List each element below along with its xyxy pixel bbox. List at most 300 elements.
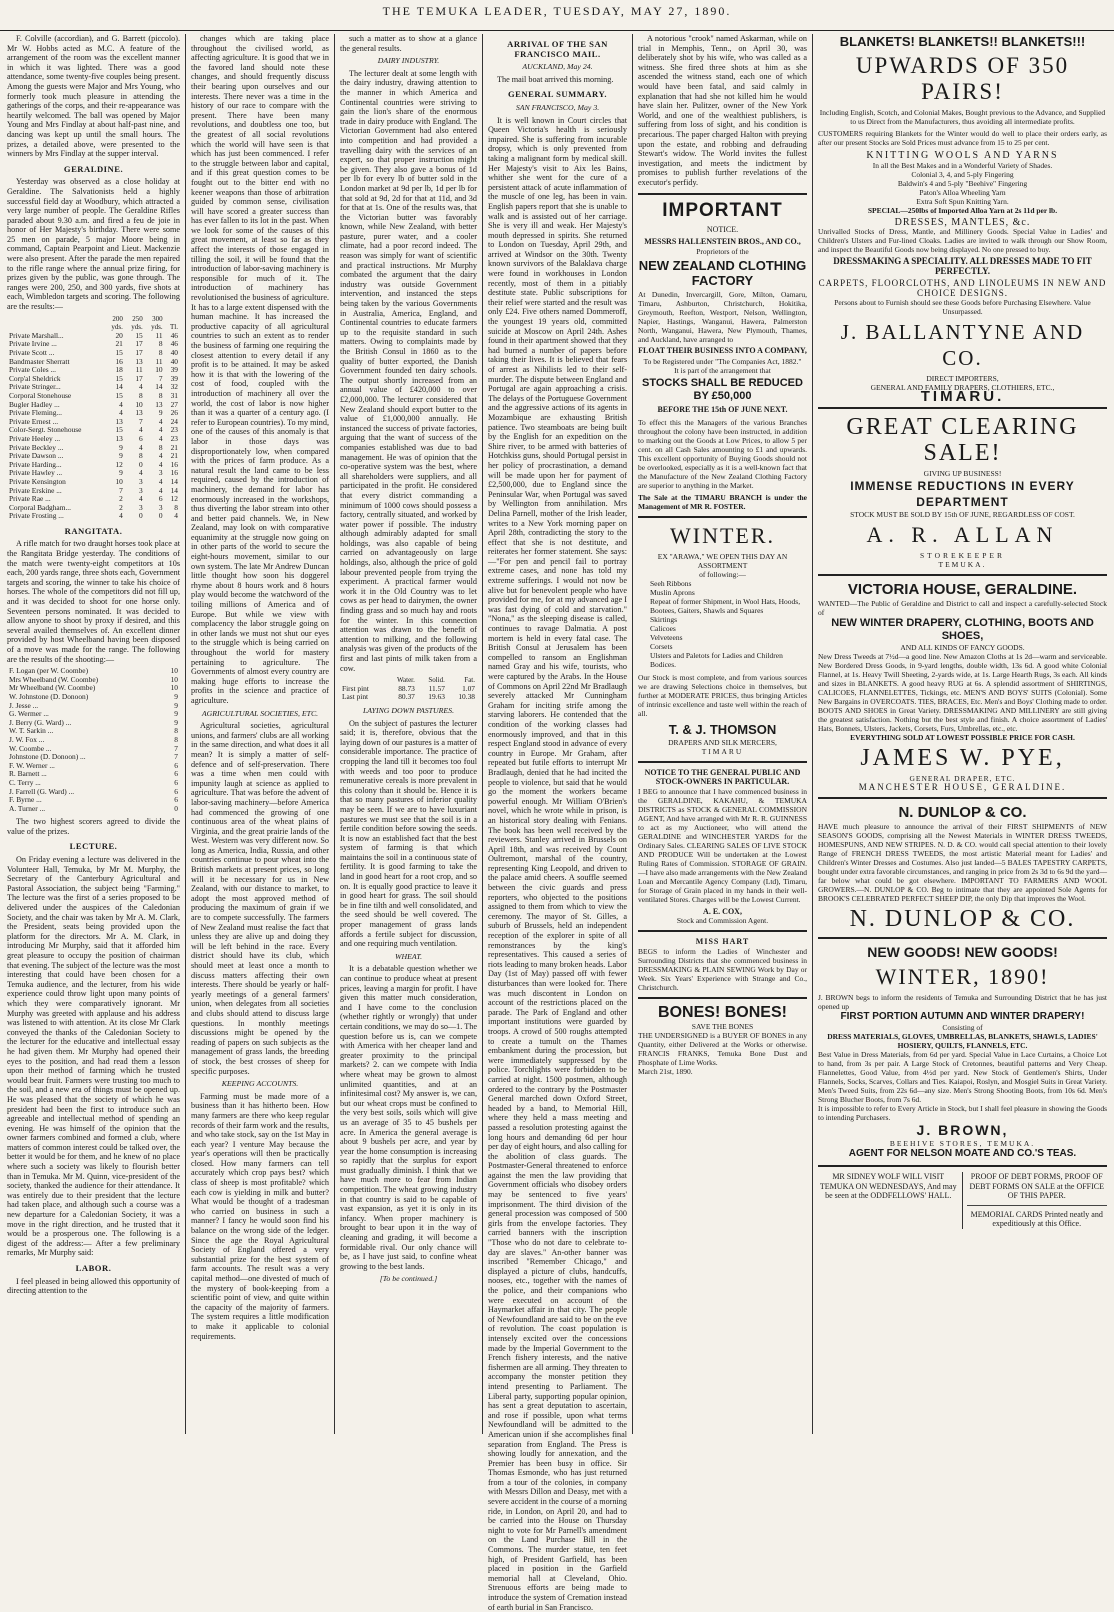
- table-cell: 15: [115, 373, 123, 383]
- fancy-goods-line: AND ALL KINDS OF FANCY GOODS.: [900, 642, 1025, 652]
- clearing-sale-heading: GREAT CLEARING SALE!: [846, 413, 1079, 466]
- table-cell: 9: [119, 442, 123, 452]
- hart-heading: MISS HART: [695, 937, 750, 946]
- wheat-heading: WHEAT.: [394, 951, 423, 961]
- table-cell: Water.: [396, 676, 415, 685]
- proprietors-line: Proprietors of the: [696, 246, 749, 256]
- table-cell: Private Fleming...: [9, 408, 62, 418]
- news-continued-text: A notorious "crook" named Askarman, while on trial in Memphis, Tenn., on April 30, was deliberately shot by his wife, who was called as a witness. She fired three shots at him as she ascended the witness stand, each one of which would have been fatal, and said calmly in explanation that had she not killed him he would have slain her. Pulitzer, owner of the New York World, and one of the wealthiest publishers, is suffering from loss of sight, and his condition is precarious. The paper charged Halton with preying upon the estate, and robbing and defrauding Stewart's widow. The World invites the fullest investigation, and meets the indictment by promises to publish further revelations of the executor's perfidy.: [638, 34, 807, 187]
- table-cell: 6: [174, 786, 178, 796]
- column-5: [633, 34, 812, 1440]
- wolf-ad: MR SIDNEY WOLF WILL VISIT TEMUKA ON WEDNESDAYS, And may be seen at the ODDFELLOWS' HALL.: [818, 1172, 963, 1229]
- table-cell: Private Heeley ...: [9, 433, 61, 443]
- divider: [638, 193, 807, 195]
- table-cell: Private Stringer...: [9, 382, 61, 392]
- allan-ad: [818, 414, 1107, 569]
- table-cell: Bandmaster Sherratt: [9, 356, 70, 366]
- table-cell: 4: [158, 451, 163, 461]
- memorial-cards-ad: MEMORIAL CARDS Printed neatly and expeditiously at this Office.: [970, 1209, 1103, 1228]
- masthead-text: THE TEMUKA LEADER, TUESDAY, MAY 27, 1890.: [382, 4, 732, 18]
- table-header-row: [7, 315, 180, 324]
- table-cell: 23: [170, 425, 178, 435]
- mail-text: The mail boat arrived this morning.: [497, 74, 614, 84]
- table-cell: 3: [139, 502, 143, 512]
- bottom-ads: [818, 1172, 1107, 1229]
- arrangement-line: It is part of the arrangement that: [674, 366, 771, 375]
- table-cell: G. Wermer ...: [9, 709, 49, 719]
- table-cell: 39: [170, 365, 178, 375]
- float-company: FLOAT THEIR BUSINESS INTO A COMPANY,: [638, 345, 807, 355]
- table-cell: 2: [119, 502, 123, 512]
- divider: [638, 761, 807, 763]
- dunlop-name: N. DUNLOP & CO.: [849, 906, 1076, 932]
- table-cell: Private Kensington: [9, 476, 66, 486]
- list-item: Extra Soft Spun Knitting Yarn.: [916, 196, 1009, 206]
- table-cell: [7, 315, 105, 324]
- table-cell: 11: [155, 356, 163, 366]
- table-cell: Corporal Badgham...: [9, 502, 71, 512]
- bones-text: THE UNDERSIGNED is a BUYER OF BONES in any Quantity, either Delivered at the Works or otherwise. FRANCIS FRANKS, Temuka Bone Dust and Phosphate of Lime Works.: [638, 1030, 807, 1067]
- customers-text: CUSTOMERS requiring Blankets for the Winter would do well to place their orders early, as after our present Stocks are Sold Prices must advance from 15 to 25 per cent.: [818, 129, 1107, 147]
- nz-clothing-factory: NEW ZEALAND CLOTHING FACTORY: [638, 257, 807, 288]
- table-cell: 9: [158, 408, 163, 418]
- table-cell: 80.37: [398, 692, 415, 702]
- table-cell: 13: [135, 408, 143, 418]
- table-cell: 8: [139, 451, 143, 461]
- arawa-line: EX "ARAWA," WE OPEN THIS DAY AN ASSORTMENT: [657, 551, 788, 570]
- agricultural-societies-heading: AGRICULTURAL SOCIETIES, ETC.: [201, 708, 319, 718]
- table-cell: F. Byrne ...: [9, 795, 42, 805]
- important-title: IMPORTANT: [662, 199, 783, 221]
- keeping-accounts-heading: KEEPING ACCOUNTS.: [221, 1079, 299, 1089]
- table-cell: 16: [115, 356, 123, 366]
- table-cell: yds.: [151, 323, 163, 332]
- table-cell: Corporal Stonehouse: [9, 390, 72, 400]
- labor-heading: LABOR.: [75, 1263, 112, 1273]
- carpets-sub: Persons about to Furnish should see these Goods before Purchasing Elsewhere. Value Unsurpassed.: [834, 298, 1091, 316]
- giving-up-line: GIVING UP BUSINESS!: [923, 468, 1002, 478]
- wheat-text: It is a debatable question whether we can continue to produce wheat at present prices, leaving a margin for profit. I have given this matter much consideration, and I have come to the conclusion (whether rightly or wrongly) that under certain conditions, we may do so—1. The question before us is, can we compete with America with her cheaper land and greater proximity to the principal markets? 2. can we compete with India where wheat may be grown to almost unlimited quantities, and at an infinitesimal cost? My answer is, we can, but our wheat crops must be confined to the very best soils, soils which will give us an average of 35 to 45 bushels per acre. In America the general average is about 9 bushels per acre, and year by year the home consumption is increasing so rapidly that the surplus for export must gradually diminish. I think that we have much more to fear from Indian competition. The wheat growing industry in that country is said to be capable of vast expansion, as yet it is only in its infancy. When proper machinery is brought to bear upon it in the way of cleaning and grading, it will become a formidable rival. Our only chance will be, as I have just said, to confine wheat growing to the best lands.: [340, 964, 477, 1271]
- table-cell: 7: [174, 743, 178, 753]
- table-cell: 19.63: [428, 692, 445, 702]
- table-cell: 3: [139, 476, 143, 486]
- table-cell: 18: [115, 365, 123, 375]
- table-cell: 4: [158, 459, 163, 469]
- table-cell: 4: [139, 442, 143, 452]
- table-cell: 11: [135, 365, 143, 375]
- following-line: of following:—: [699, 569, 746, 579]
- masthead: [0, 0, 1114, 31]
- upwards-sub: Including English, Scotch, and Colonial Makes, Bought previous to the Advance, and Supplied to us Direct from the Manufacturers, thus avoiding all intermediate profits.: [819, 108, 1106, 126]
- table-cell: 8: [158, 390, 163, 400]
- table-cell: 46: [170, 339, 178, 349]
- table-cell: F. Logan (per W. Coombe): [9, 666, 89, 676]
- table-cell: 8: [174, 502, 178, 512]
- table-cell: Corp'al Sheldrick: [9, 373, 61, 383]
- table-cell: Mrs Wheelband (W. Coombe): [9, 674, 99, 684]
- column-4: [483, 34, 632, 1612]
- auckland-dateline: AUCKLAND, May 24.: [522, 62, 593, 72]
- stock-text: Our Stock is most complete, and from various sources we are drawing Selections choice in themselves, but further at MODERATE PRICES, thus bringing Articles of intrinsic excellence and taste well within the reach of all.: [638, 672, 807, 718]
- table-cell: 10: [170, 683, 178, 693]
- column-1: [2, 34, 185, 1440]
- table-cell: 8: [158, 442, 163, 452]
- table-cell: Private Dawson ...: [9, 451, 64, 461]
- table-cell: 3: [158, 468, 163, 478]
- table-cell: 13: [135, 356, 143, 366]
- stock-sold-line: STOCK MUST BE SOLD BY 15th OF JUNE, REGARDLESS OF COST.: [850, 509, 1075, 519]
- cox-ad: [638, 768, 807, 926]
- table-cell: J. Berry (G. Ward) ...: [9, 717, 72, 727]
- dressmaking-line: DRESSMAKING A SPECIALITY. ALL DRESSES MADE TO FIT PERFECTLY.: [833, 256, 1092, 276]
- immense-line: IMMENSE REDUCTIONS IN EVERY DEPARTMENT: [850, 478, 1075, 509]
- rangitata-after: The two highest scorers agreed to divide the value of the prizes.: [7, 817, 180, 836]
- table-cell: 13: [115, 416, 123, 426]
- save-bones: SAVE THE BONES: [691, 1021, 754, 1031]
- table-cell: 6: [158, 494, 163, 504]
- hallenstein-firm: MESSRS HALLENSTEIN BROS., AND CO.,: [644, 237, 801, 246]
- dunlop-ad: [818, 804, 1107, 932]
- table-cell: 4: [158, 416, 163, 426]
- blankets-heading: BLANKETS! BLANKETS!! BLANKETS!!!: [839, 34, 1086, 49]
- general-summary-text: It is well known in Court circles that Queen Victoria's health is seriously impaired. She is suffering from incurable dropsy, which is only prevented from taking a malignant form by medical skill. Her Majesty's visit to Aix les Bains, whither she went for the cure of a persistent attack of acute inflammation of the muscle of one leg, has been in vain. English papers report that she is unable to walk and is assisted out of her carriage. She is very ill and weak. Her Majesty's mouth depressed in spirits. She returned to London on Tuesday, April 29th, and arrived at Windsor on the 30th. Twenty known survivors of the Balaklava charge were found in workhouses in London recently, most of them in a pitiably destitute state. Public subscriptions for their relief were started and the result was only £24. Five others named Dommeroff, the youngest 19 years old, committed suicide at Moscow on April 24th. Ashes found in their apartment showed that they had burned a number of papers before taking their lives. It is believed that fears of arrest as Nihilists led to their self-murder. The dispute between England and Portugal are again approaching a crisis. The delays of the Portuguese Government and the aggressive actions of its agents in Mozambique are exhausting British patience. Two steamboats are being built by the English for an expedition on the Shire river, to be armed with batteries of Hotchkiss guns, should Portugal persist in her policy of procrastination, a demand will be made upon her for payment of £2,500,000, due to England since the Peninsular War, when Portugal was saved by Wellington from annihilation. Mrs Delina Parnell, mother of the Irish leader, writes to a New York morning paper on April 28th, contradicting the story to the effect that she is not destitute, and reiterates her former statement. She says:—"For pen and pencil fail to portray extreme cases, and none has told my extreme sufferings. I would not now be alive but for benevolent people who have provided for me, for at my advanced age I was fast dying of cold and starvation." "Nona," as the sleeping disease is called, continues to ravage Dalmatia. A post mortem is held in every fatal case. The British Consul at Jerusalem has been compelled to ransom an Englishman named Gray and his wife, tourists, who were captured by the Arabs. In the House of Commons on April 22nd Mr Bradlaugh severely attacked Mr Cunningham Graham for inciting strife among the starving laborers. He contended that the condition of the working classes had enormously improved, and that in this respect England stood in advance of every country in Europe. Mr Graham, after repeated but futile efforts to interrupt Mr Bradlaugh, denied that he had incited the people to violence, but said that he would go the moment the workers became powerful enough. Mr William O'Brien's novel, which he wrote while in prison, is an historical story dealing with Fenians. The book has been well received by the reviewers. Stanley arrived in Brussels on April 18th, and was received by Count Oultremont, marshal of the country, representing King Leopold, and driven to the palace amid cheers. A souffle seemed between the civic guards and press reporters, who objected to the positions assigned to them from which to view the ceremony. The mayor of St. Gilles, a suburb of Brussels, held an independent reception of the explorer in spite of all remonstrances by the king's representatives. This caused a series of riots leading to many broken heads. Labor Day (1st of May) passed off with fewer disturbances than were looked for. There was much discontent in London on account of the restrictions placed on the parade. The Park of England and other important institutions were guarded by troops. A crowd of 500 roughs attempted to create a tumult on the Thames embankment during the procession, but were immediately suppressed by the police. Torchlights were forbidden to be carried at night. 1500 postmen, although ordered to the contrary by the Postmaster General marched down Oxford Street, headed by a band, to Memorial Hill, where they held a mass meeting and passed a resolution protesting against the long hours and demanding 6d per hour per day of eight hours, and also calling for the abolition of class guards. The Postmaster-General threatened to enforce against the men the law providing that Government officials who disobey orders may be sentenced to five years' imprisonment. The third division of the general procession was composed of 500 girls from the envelope factories. They carried banners with the inscription "Those who do not dare to celebrate to-day are slaves." An-other banner was inscribed "Remember Chicago," and displayed a picture of clubs, handcuffs, nooses, etc., together with the names of the police, and their companions who were executed on account of the Haymarket affair in that city. The people of Newfoundland are said to be on the eve of revolution. The coast population is intensely excited over the concessions made by the Imperial Government to the French fishery interests, and the native fishermen are all arming. They threaten to accompany the monster petition they intend presenting to Parliament. The Liberal party, supporting popular opinion, has sent a great deputation to ascertain, and rose if possible, upon what terms Newfoundland will be admitted to the American union if she accomplishes final separation from England. The Press is showing loudly for annexation, and the Premier has been busy in office. Sir Thomas Esmonde, who has just returned from a tour of the colonies, in company with Messrs Dillon and Deasy, met with a severe accident in the course of a morning ride, in London, on April 20, and had to be carried into the House on Thursday night to vote for Mr Parnell's amendment on the Land Purchase Bill in the Commons. The murder statue, ten feet high, of President Garfield, has been placed in position in the Garfield memorial hall at Cleveland, Ohio. Strenuous efforts are being made to introduce the system of Cremation instead of earth burial in San Francisco.: [488, 115, 627, 1612]
- registered-line: To be Registered under "The Companies Act, 1882.": [643, 357, 802, 366]
- table-cell: Private Irvine ...: [9, 339, 57, 349]
- table-cell: 9: [119, 451, 123, 461]
- manchester-line: MANCHESTER HOUSE, GERALDINE.: [858, 781, 1067, 792]
- list-item: Muslin Aprons: [650, 587, 695, 597]
- thomson-name: T. & J. THOMSON: [668, 721, 777, 737]
- table-cell: 11: [155, 330, 163, 340]
- table-cell: Private Rae ...: [9, 494, 51, 504]
- pye-name: JAMES W. PYE,: [860, 744, 1065, 771]
- table-cell: 12: [115, 459, 123, 469]
- list-item: Skirtings: [650, 614, 678, 624]
- stocks-reduced: STOCKS SHALL BE REDUCED BY £50,000: [642, 377, 803, 402]
- milk-analysis-table: [340, 676, 477, 702]
- table-row: [340, 693, 477, 702]
- table-cell: W. Johnstone (D. Donoon): [9, 691, 89, 701]
- table-cell: 9: [174, 717, 178, 727]
- pye-title: GENERAL DRAPER, ETC.: [909, 773, 1016, 783]
- column-6: [813, 34, 1112, 1440]
- table-cell: 8: [174, 734, 178, 744]
- thomson-ad: [638, 523, 807, 756]
- table-cell: 26: [170, 408, 178, 418]
- table-cell: 6: [174, 760, 178, 770]
- volunteer-ball-text: F. Colville (accordian), and G. Barrett (piccolo). Mr W. Hobbs acted as M.C. A feature of the arrangement of the room was the excellent manner in which it was lighted. There was a good attendance, some twenty-five couples being present. Among the guests were Major and Mrs Young, who formerly took much pleasure in attending the gatherings of the corps, and their re-appearance was heartily welcomed. The ball was opened by Major Young and Mrs Findlay at about half-past nine, and dancing was kept up until the small hours. The prizes, a detailed above, were presented to the winners by Mrs Findlay at the supper interval.: [7, 34, 180, 159]
- proof-of-debt-ad: PROOF OF DEBT FORMS, PROOF OF DEBT FORMS ON SALE at the OFFICE OF THIS PAPER.: [969, 1172, 1105, 1200]
- table-cell: 0: [139, 511, 143, 521]
- table-cell: Color-Sergt. Stonehouse: [9, 425, 82, 435]
- table-cell: 8: [174, 726, 178, 736]
- table-cell: 14: [115, 382, 123, 392]
- cox-name: A. E. COX,: [703, 906, 742, 916]
- table-cell: F. W. Werner ...: [9, 760, 55, 770]
- winter-1890-heading: WINTER, 1890!: [875, 964, 1050, 989]
- table-cell: 4: [119, 399, 123, 409]
- table-cell: 3: [158, 502, 163, 512]
- table-cell: 15: [115, 390, 123, 400]
- accounts-end-text: such a matter as to show at a glance the general results.: [340, 34, 477, 53]
- ballantyne-name: J. BALLANTYNE AND CO.: [840, 320, 1085, 370]
- geraldine-text: Yesterday was observed as a close holiday at Geraldine. The Salvationists held a highly successful field day at Woodbury, which attracted a very large number of people. The Geraldine Rifles paraded about 9.30 a.m. and fired a feu de joie in honor of Her Majesty's birthday. There were some 25 men on parade, 5 major Moore being in command, Captain Pearpoint and Lieut. Mackenzie were also present. After the parade the men repaired to the rifle range where the annual prize firing, for prizes given by the public, was gone through. The ranges were 200, 250, and 300 yards, five shots at each, Wimbledon targets and scoring. The following are the results:—: [7, 177, 180, 312]
- divider: [818, 1165, 1107, 1167]
- table-cell: 300: [152, 314, 163, 323]
- table-cell: Mr Wheelband (W. Coombe): [9, 683, 96, 693]
- divider: [638, 997, 807, 999]
- labor-text: I feel pleased in being allowed this opportunity of directing attention to the: [7, 1276, 180, 1296]
- table-cell: 10: [170, 674, 178, 684]
- table-cell: 7: [158, 373, 163, 383]
- thomson-drapers: DRAPERS AND SILK MERCERS,: [668, 737, 777, 747]
- table-cell: 40: [170, 356, 178, 366]
- allan-name: A. R. ALLAN: [866, 521, 1059, 547]
- before-june: BEFORE THE 15th OF JUNE NEXT.: [657, 405, 788, 414]
- table-cell: Private Ernest ...: [9, 416, 59, 426]
- dresses-text: Unrivalled Stocks of Dress, Mantle, and Millinery Goods. Special Value in Ladies' and Children's Ulsters and Fur-lined Cloaks. Ladies are invited to walk through our Show Room, and inspect the Beautiful Goods now being displayed. No one pressed to buy.: [818, 227, 1107, 254]
- table-cell: 4: [139, 468, 143, 478]
- timaru-branch-line: The Sale at the TIMARU BRANCH is under the Management of MR R. FOSTER.: [638, 492, 807, 511]
- dunlop-heading: N. DUNLOP & CO.: [898, 804, 1027, 821]
- table-cell: 2: [119, 494, 123, 504]
- divider: [967, 1205, 1108, 1206]
- table-cell: 9: [174, 691, 178, 701]
- table-cell: 15: [135, 330, 143, 340]
- table-cell: 14: [170, 476, 178, 486]
- table-cell: 16: [170, 459, 178, 469]
- table-cell: 13: [115, 433, 123, 443]
- table-cell: 8: [139, 390, 143, 400]
- table-cell: 4: [158, 433, 163, 443]
- table-cell: 9: [174, 700, 178, 710]
- table-cell: Johnstone (D. Donoon) ...: [9, 752, 86, 762]
- column-3: [335, 34, 482, 1440]
- table-cell: 14: [155, 382, 163, 392]
- table-cell: 4: [139, 382, 143, 392]
- table-cell: 23: [170, 433, 178, 443]
- hallenstein-ad: [638, 200, 807, 511]
- rangitata-heading: RANGITATA.: [64, 525, 123, 536]
- divider: [818, 797, 1107, 799]
- table-cell: J. W. Fox ...: [9, 734, 45, 744]
- new-goods-heading: NEW GOODS! NEW GOODS!: [867, 944, 1058, 960]
- wanted-line: WANTED—The Public of Geraldine and District to call and inspect a carefully-selected Stock of: [818, 598, 1107, 617]
- table-cell: 6: [139, 433, 143, 443]
- table-cell: 17: [135, 348, 143, 357]
- office-ads: [967, 1172, 1108, 1229]
- dairy-industry-text: The lecturer dealt at some length with the dairy industry, drawing attention to the manner in which America and Continental countries were striving to gain the lion's share of the enormous trade in dairy produce with England. The Victorian Government had also entered into competition and had provided a travelling dairy with the services of an expert, so that proper instruction might be given. They also gave a bonus of 1d per lb for every lb of butter sold in the London market at 9d per lb, 1d per lb for that sold at 9d, 2d for that at 11d, and 3d for that at 1s. One of the results was, that the Victorian butter was favorably known, while New Zealand, with better pasture, purer water, and a cooler climate, had a poor record indeed. The reason was simply for want of scientific and practical instructions. Mr Murphy combated the argument that the dairy industry was outside Government intervention, and instanced the steps being taken by the various Governments in Australia, America, England, and Continental countries to educate farmers up to the requisite standard in such matters. Owing to complaints made by the British Consul in 1860 as to the quality of butter exported, the Danish Government founded ten dairy schools. The output shortly increased from an annual value of £420,000 to over £2,000,000. The lecturer considered that New Zealand should export butter to the value of £1,000,000 annually. He instanced the success of private factories, arguing that the want of success of the companies established was due to bad management. He was of opinion that the co-operative system was the best, where all shareholders were suppliers, and all participated in the profit. He considered that every district commanding a minimum of 1000 cows should possess a factory, centrally situated, and worked by water power if possible. The industry although admirably adapted for small holdings, was also capable of being carried on advantageously on large holdings, also, although the price of gold labour prevented people from trying the experiment. A practical farmer would work it in the Old Country was to let cows as per head to dairymen, the owner finding grass and so much hay and roots for the winter. In this connection attention was drawn to the benefit of attention to milking, and the following analysis was given of the products of the first and last pints of milk taken from a cow.: [340, 68, 477, 673]
- table-cell: Private Coles ...: [9, 365, 57, 375]
- brown-intro: J. BROWN begs to inform the residents of Temuka and Surrounding District that he has just opened up: [818, 993, 1107, 1011]
- lecture-text: On Friday evening a lecture was delivered in the Volunteer Hall, Temuka, by Mr M. Murphy, the Secretary of the Canterbury Agricultural and Pastoral Association, the subject being "Farming." The lecture was the first of a series proposed to be delivered under the auspices of the Caledonian Society, and the chair was taken by Mr A. M. Clark, the President, seats being provided upon the platform for the directors. Mr A. M. Clark, in introducing Mr Murphy, said that it afforded him great pleasure to occupy the position of chairman that evening. The subject of the lecture was the most interesting that could have been chosen for a Temuka audience, and the lecturer, from his wide experience could throw light upon many points of which they were comparatively ignorant. Mr Murphy was greeted with applause and his address was listened to with attention. At its close Mr Clark conveyed the thanks of the Caledonian Society to the lecturer for the educative and intellectual essay he had given them. Mr Murphy had opened their eyes to the position, and had read them a lesson upon their method of farming which he trusted would bear fruit. Farmers were trusting too much to the soil, and a new era of things must be opened up. He was pleased that the society of which he was president had been the first to introduce such an agreeable and intellectual method of spending an evening. He was himself of the opinion that the owner farmers combined and formed a club, where matters of common interest could be talked over, the better it would be for them, and he knew of no place where such a society was likely to flourish better than in Temuka. Mr M. Quinn, vice-president of the society, thanked the audience for their attendance. It was entirely due to their president that the lecture had taken place, and although such a course was a new departure for a Caledonian Society, it was a move in the right direction, and he trusted that it would be a prosperous one. The following is a digest of the address:— After a few preliminary remarks, Mr Murphy said:: [7, 855, 180, 1258]
- lecture-continued-text: changes which are taking place throughout the civilised world, as affecting agriculture. It is good that we in the favored land should note these changes, and should frequently discuss their bearing upon ourselves and our interests. There never was a time in the history of our race to compare with the present. There have been many revolutions, and doubtless one too, but the greatest of all social revolutions which the world will have seen is that which has just been commenced. I refer to the struggle between labor and capital, and if this great question comes to be fought out to the bitter end with no keener weapons than those of arbitration guided by common sense, civilisation will have scored a greater success than has ever fallen to its lot in the past. When we look for some of the causes of this great movement, at least so far as they affect the interests of those engaged in tilling the soil, it will be found that the introduction of labor-saving machinery is responsible for much of it. The introduction of machinery has revolutionised the business of agriculture. It has to a large extent dispensed with the human machine. It has increased the productive capacity of all agricultural countries to such an extent as to render the business of farming one requiring the closest attention to every detail if any profit is to be attained. It may be asked how it is that with the lowering of the cost of food, coupled with the introduction of machinery all over the world, the cost of labor is now higher than it was a quarter of a century ago. (I refer to European countries). To my mind, one of the causes of this anomaly is that labor in those days was disproportionately low, when compared with the prices of farm produce. As a natural result the land came to be less required, caused by the introduction of machinery, the demand for labor has enormously increased in the workshops, thus diverting the labor stream into other and better paid channels. We, in New Zealand, may look on with comparative equanimity at the struggle now going on in other parts of the world to secure the eight-hours movement, similar to our own system. The late Mr Andrew Duncan little thought how soon his doggerel rhyme about 8 hours work and 8 hours play would become the watchword of the toiling millions of America and of Europe. But while we view with complacency the labor struggle going on in other lands we must not shut our eyes to the struggle which is being carried on throughout the world for mastery pertaining to agriculture. The Governments of almost every country are making huge efforts to increase the profits in the science and practice of agriculture.: [191, 34, 329, 705]
- list-item: Baldwin's 4 and 5-ply "Beehive" Fingering: [897, 178, 1028, 188]
- brown-end: It is impossible to refer to Every Article in Stock, but I shall feel pleasure in showing the Goods to intending Purchasers.: [818, 1104, 1107, 1122]
- pye-text: New Dress Tweeds at 7½d—a good line. New Amazon Cloths at 1s 2d—warm and serviceable. New Bordered Dress Goods, in 9-yard lengths, double width, 13s 6d. A good white Colonial Flannel, at 1s. Heavy Twill Sheeting, 2-yards wide, at 1s. Large Hearth Rugs, 3s each. All kinds and sizes in BLANKETS. A good heavy RUG at 6s. A splendid assortment of SHIRTINGS, CALICOES, FLANNELETTES, Tickings, etc. MEN'S AND BOYS' SUITS (Colonial). Some New Bargains in OVERCOATS. TIES, BRACES, Etc. Men's and Boys' Clothing made to order. BOOTS AND SHOES in Great Variety. DRESSMAKING AND MILLINERY are still giving the greatest satisfaction. Nothing but the best style and finish. A choice assortment of Ladies' Hats, Bonnets, Ulsters, Jackets, Corsets, Furs, Umbrellas, etc., etc.: [818, 651, 1107, 733]
- table-cell: 4: [139, 494, 143, 504]
- table-cell: 0: [139, 459, 143, 469]
- table-cell: yds.: [111, 323, 123, 332]
- notice-text: I BEG to announce that I have commenced business in the GERALDINE, KAKAHU, & TEMUKA DISTRICTS as STOCK & GENERAL COMMISSION AGENT, And have arranged with Mr R. R. GUINNESS to act as my Auctioneer, who will attend the GERALDINE and WINCHESTER YARDS for the Ordinary Sales. CLEARING SALES OF LIVE STOCK AND PRODUCE Will be undertaken at the Lowest Ruling Rates of Commission. STORAGE OF GRAIN.—I have also made arrangements with the New Zealand Loan and Mercantile Agency Company (Ltd), Timaru, for Storage of Grain placed in my hands in their well-ventilated Stores. Charges will be the Lowest Current.: [638, 786, 807, 904]
- table-cell: Solid.: [428, 676, 445, 685]
- table-cell: 6: [174, 769, 178, 779]
- important-notice: NOTICE.: [706, 224, 739, 234]
- table-cell: 12: [170, 494, 178, 504]
- list-item: Colonial 3, 4, and 5-ply Fingering: [911, 169, 1014, 179]
- list-item: Corsets: [650, 641, 673, 651]
- table-cell: 10.38: [458, 692, 475, 702]
- knitting-heading: KNITTING WOOLS AND YARNS: [866, 150, 1059, 161]
- list-item: Paton's Alloa Wheeling Yarn: [919, 187, 1006, 197]
- divider: [818, 407, 1107, 409]
- agricultural-societies-text: Agricultural societies, agricultural unions, and farmers' clubs are all working in the same direction, and what does it all mean? It is simply a matter of self-defence and of self-preservation. There was a time when men could with impunity laugh at science as applied to agriculture. That was before the advent of labor-saving machinery—before America had commenced the growing of one continuous area of the wheat plains of Virginia, and the great prairie lands of the West. Western was very different now. So long as America, India, Russia, and other countries continue to pour wheat into the British markets at present prices, so long will it be necessary for us in New Zealand, with our distance to market, to adopt the most approved method of producing the maximum of grain if we are to compete successfully. The farmers of New Zealand must realise the fact that unless they are alive up and doing they will be left behind in the race. Every district should have its club, which should meet at least once a month to discuss matters affecting their own interests. There should be yearly or half-yearly meetings of a general farmers' union, when delegates from all societies and clubs should attend to discuss large questions. In monthly meetings discussions might be opened by the reading of papers on such subjects as the management of grass lands, the breeding of stock, the best crosses of sheep for specific purposes.: [191, 721, 329, 1076]
- table-cell: Bugler Hadley ...: [9, 399, 60, 409]
- list-item: Calicoes: [650, 623, 676, 633]
- hart-text: BEGS to inform the Ladies of Winchester and Surrounding Districts that she commenced business in DRESSMAKING & PLAIN SEWING Work by Day or Week. Six Years' Experience with Strange and Co., Christchurch.: [638, 946, 807, 992]
- rangitata-text: A rifle match for two draught horses took place at the Rangitata Bridge yesterday. The conditions of the match were twenty-eight competitors at 10s each, 200 yards range, three shots each, Government targets and scoring, the winner to take his choice of horses. The whole of the competitors did not fill up, and it was decided to shoot for one horse only. Seventeen persons nominated. It was decided to allow anyone to shoot by proxy if desired, and this several availed themselves of. An excellent dinner provided by host Wheelband having been disposed of a move was made for the range. The following are the results of the shooting:—: [7, 539, 180, 664]
- table-cell: W. Coombe ...: [9, 743, 52, 753]
- lecture-heading: LECTURE.: [69, 841, 118, 852]
- table-cell: 4: [139, 425, 143, 435]
- table-cell: 7: [174, 752, 178, 762]
- table-cell: 27: [170, 399, 178, 409]
- table-cell: 15: [115, 348, 123, 357]
- table-cell: 24: [170, 416, 178, 426]
- agent-line: AGENT FOR NELSON MOATE AND CO.'S TEAS.: [848, 1148, 1077, 1159]
- table-cell: Private Hawley ...: [9, 468, 63, 478]
- table-cell: 10: [170, 666, 178, 676]
- allan-town: TEMUKA.: [938, 559, 987, 569]
- table-cell: 40: [170, 348, 178, 357]
- bones-date: March 21st, 1890.: [638, 1066, 693, 1076]
- victoria-house-heading: VICTORIA HOUSE, GERALDINE.: [847, 580, 1078, 598]
- cox-title: Stock and Commission Agent.: [676, 916, 769, 925]
- rangitata-results-table: [7, 667, 180, 813]
- table-cell: 3: [139, 485, 143, 495]
- table-cell: J. Farrell (G. Ward) ...: [9, 786, 75, 796]
- bones-heading: BONES! BONES!: [658, 1003, 787, 1021]
- general-summary-heading: GENERAL SUMMARY.: [507, 89, 608, 100]
- keeping-accounts-text: Farming must be made more of a business than it has hitherto been. How many farmers are there who keep regular records of their farm work and the results, and who take stock, say on the 1st May in each year? I venture May because the year's operations will then be practically closed. How many farmers can tell accurately which crop pays best? which class of sheep is most profitable? which each cow is yielding in milk and butter? What would be thought of a tradesman who carried on business in such a manner? I fancy he would soon find his balance on the wrong side of the ledger. Since the age the Royal Agricultural Society of England offered a very substantial prize for the best system of farm accounts. The result was a very capital method—one divested of much of the mystery of book-keeping from a scientific point of view, and quite within the capacity of the majority of farmers. The system requires a little modification to make it applicable to colonial requirements.: [191, 1091, 329, 1341]
- table-cell: First pint: [342, 683, 369, 693]
- table-cell: 0: [174, 803, 178, 813]
- san-francisco-dateline: SAN FRANCISCO, May 3.: [515, 102, 600, 112]
- dunlop-text: HAVE much pleasure to announce the arrival of their FIRST SHIPMENTS of NEW SEASON'S GOODS, comprising all the Newest Materials in WINTER DRESS TWEEDS, HOMESPUNS, AND NEW STRIPES. N. D. & CO. would call special attention to their lovely Range of FRENCH DRESS TWEEDS, the most artistic Material meant for Ladies' and Children's Winter Dresses and Costumes. Also just landed—5 BALES TAPESTRY CARPETS, bought under extra favorable circumstances, and ranging in price from 2s 3d to 6s 9d the yard—far below what could be got elsewhere. IMPORTANT TO FARMERS AND WOOL GROWERS.—N. DUNLOP & CO. Beg to intimate that they are appointed Sole Agents for BROOK'S CELEBRATED PERFECT SHEEP DIP, the only Dip that improves the Wool.: [818, 822, 1107, 903]
- table-cell: 88.73: [398, 683, 415, 693]
- list-item: Bodices.: [650, 659, 677, 669]
- table-cell: 21: [170, 442, 178, 452]
- table-cell: 4: [174, 511, 178, 521]
- upwards-heading: UPWARDS OF 350 PAIRS!: [855, 53, 1070, 104]
- table-cell: 21: [115, 339, 123, 349]
- new-winter-line: NEW WINTER DRAPERY, CLOTHING, BOOTS AND SHOES,: [831, 616, 1094, 642]
- dairy-industry-heading: DAIRY INDUSTRY.: [377, 56, 440, 66]
- table-cell: 9: [174, 709, 178, 719]
- table-cell: 21: [170, 451, 178, 461]
- brown-ad: [818, 944, 1107, 1160]
- table-cell: 0: [158, 511, 163, 521]
- table-cell: Private Frosting ...: [9, 511, 64, 521]
- consisting-line: Consisting of: [942, 1023, 983, 1032]
- pastures-heading: LAYING DOWN PASTURES.: [362, 705, 455, 715]
- table-cell: 13: [155, 399, 163, 409]
- pastures-text: On the subject of pastures the lecturer said; it is, therefore, obvious that the laying down of our pastures is a matter of considerable importance. The practice of cropping the land till it becomes too foul with weeds and too poor to produce remunerative cereals is more prevalent in this colony than it should be. Hence it is that so many pastures of inferior quality may be seen. If we are to have luxuriant pastures we must see that the soil is in a fertile condition before sowing the seeds. It is now an established fact that the best system of farming is that which maintains the soil in a continuous state of fertility. It is good farming to take the land in good heart for a root crop, and so on. It is equally good practice to leave it in good heart for grass. The soil should be in fine tilth and well consolidated, and the seed should be well covered. The proper management of grass lands affords a fertile subject for discussion, and one requiring much ventilation.: [340, 718, 477, 949]
- table-cell: 7: [139, 416, 143, 426]
- allan-storekeeper: STOREKEEPER: [920, 550, 1005, 560]
- table-cell: Private Marshall...: [9, 330, 64, 340]
- divider: [818, 937, 1107, 939]
- list-item: Velveteens: [650, 632, 683, 642]
- knitting-sub: In all the Best Makes and in a Wonderful Variety of Shades.: [872, 160, 1053, 170]
- divider: [818, 574, 1107, 576]
- reduction-text: To effect this the Managers of the various Branches throughout the colony have been instructed, in addition to marking out the Goods at Low Prices, to allow 5 per cent. on all Cash Sales amounting to £1 and upwards. This excellent opportunity of Buying Goods should not be overlooked, especially as it is a well-known fact that the Manufacture of the New Zealand Clothing Factory are superior to anything in the Market.: [638, 417, 807, 490]
- table-cell: 39: [170, 373, 178, 383]
- rifle-scores-table: [7, 315, 180, 521]
- notice-heading: NOTICE TO THE GENERAL PUBLIC AND STOCK-OWNERS IN PARTICULAR.: [644, 767, 801, 786]
- table-cell: 14: [170, 485, 178, 495]
- carpets-line: CARPETS, FLOORCLOTHS, AND LINOLEUMS IN NEW AND CHOICE DESIGNS.: [818, 278, 1107, 298]
- table-cell: 250: [132, 314, 143, 323]
- table-cell: 6: [174, 777, 178, 787]
- column-2: [186, 34, 334, 1440]
- table-cell: 4: [158, 476, 163, 486]
- table-cell: Private Erskine ...: [9, 485, 62, 495]
- table-cell: 200: [112, 314, 123, 323]
- list-item: Repeat of former Shipment, in Wool Hats, Hoods, Bootees, Gaiters, Shawls and Squares: [650, 596, 801, 615]
- table-cell: 15: [115, 425, 123, 435]
- table-cell: 31: [170, 390, 178, 400]
- list-item: Seeh Ribbons: [650, 578, 692, 588]
- table-cell: 17: [135, 339, 143, 349]
- table-cell: 10: [115, 476, 123, 486]
- table-cell: J. Jesse ...: [9, 700, 39, 710]
- thomson-town: TIMARU: [701, 746, 744, 756]
- table-cell: 4: [158, 425, 163, 435]
- special-line: SPECIAL—250lbs of Imported Alloa Yarn at 2s 11d per lb.: [867, 205, 1058, 215]
- table-cell: Tl.: [170, 323, 178, 332]
- table-cell: 4: [158, 485, 163, 495]
- beehive-line: BEEHIVE STORES, TEMUKA.: [889, 1139, 1036, 1148]
- divider: [638, 516, 807, 518]
- goods-list: [638, 579, 807, 669]
- branch-towns: At Dunedin, Invercargill, Gore, Milton, Oamaru, Timaru, Ashburton, Christchurch, Hokitika, Greymouth, Reefton, Westport, Nelson, Wellington, Napier, Hastings, Wanganui, Hawera, Palmerston North, Wanganui, Hawera, New Plymouth, Thames, and Auckland, have arranged to: [638, 289, 807, 344]
- table-cell: Private Beckley ...: [9, 442, 64, 452]
- table-cell: 7: [119, 485, 123, 495]
- pye-ad: [818, 581, 1107, 793]
- winter-title: WINTER.: [669, 522, 776, 548]
- dresses-heading: DRESSES, MANTLES, &c.: [894, 216, 1031, 228]
- table-cell: 8: [158, 348, 163, 357]
- list-item: Ulsters and Paletots for Ladies and Children: [650, 650, 783, 660]
- ballantyne-town: TIMARU.: [920, 388, 1005, 405]
- hart-ad: [638, 937, 807, 992]
- table-cell: 20: [115, 330, 123, 340]
- table-row: [7, 805, 180, 814]
- ballantyne-importers: DIRECT IMPORTERS,: [926, 374, 999, 383]
- table-cell: 9: [119, 468, 123, 478]
- divider: [638, 930, 807, 932]
- table-cell: 1.07: [462, 683, 475, 693]
- table-cell: 32: [170, 382, 178, 392]
- table-cell: A. Turner ...: [9, 803, 46, 813]
- bones-ad: [638, 1004, 807, 1076]
- brown-list: Best Value in Dress Materials, from 6d per yard. Special Value in Lace Curtains, a Choice Lot to hand, from 3s per pair. A Large Stock of Cretonnes, beautiful patterns and Very Cheap. Flannelettes, Good Value, from 4½d per yard. New Stock of Gentlemen's Shirts, Under Flannels, Socks, Scarves, Collars and Ties. Kaiapoi, Roslyn, and Mosgiel Suits in Great Variety. Men's Tweed Suits, from 22s 6d—any size. Men's Strong Shooting Boots, from 10s 6d. Men's Strong Blucher Boots, from 7s 6d.: [818, 1050, 1107, 1104]
- table-cell: 10: [155, 365, 163, 375]
- table-row: [7, 512, 180, 521]
- table-cell: Fat.: [464, 676, 475, 685]
- table-cell: 4: [119, 408, 123, 418]
